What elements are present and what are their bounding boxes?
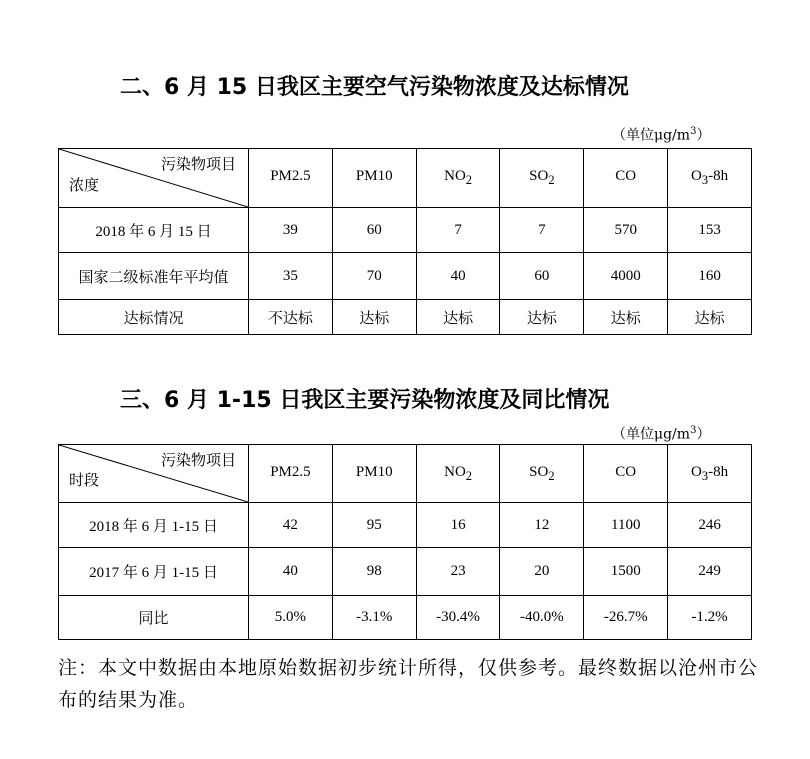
- table-cell: 39: [249, 208, 333, 253]
- column-header: $O_3-8h$: [668, 445, 752, 503]
- corner-header-cell: [59, 149, 249, 208]
- corner-concentration-label: 浓度: [69, 178, 100, 194]
- table-cell: 95: [332, 503, 416, 548]
- unit-label: （单位$\mu g/m^3$）: [612, 425, 711, 443]
- column-header: PM2.5: [249, 445, 333, 503]
- column-header: $NO_2$: [416, 445, 500, 503]
- table-row: [59, 503, 752, 548]
- table-cell: 1500: [584, 548, 668, 596]
- row-label: 2018 年 6 月 1-15 日: [59, 503, 249, 548]
- table-row: [59, 596, 752, 640]
- table-cell: 60: [332, 208, 416, 253]
- table-cell: 7: [500, 208, 584, 253]
- table-cell: 12: [500, 503, 584, 548]
- section-title-daily: 二、6 月 15 日我区主要空气污染物浓度及达标情况: [120, 75, 629, 100]
- table-cell: -40.0%: [500, 596, 584, 640]
- table-cell: 40: [416, 253, 500, 300]
- table-cell: 35: [249, 253, 333, 300]
- column-header: PM2.5: [249, 149, 333, 208]
- table-cell: 23: [416, 548, 500, 596]
- table-header-row: [59, 445, 752, 503]
- table-cell: 达标: [416, 300, 500, 335]
- row-label: 国家二级标准年平均值: [59, 253, 249, 300]
- table-cell: 20: [500, 548, 584, 596]
- table-cell: 7: [416, 208, 500, 253]
- table-cell: 249: [668, 548, 752, 596]
- table-cell: 153: [668, 208, 752, 253]
- table-cell: 1100: [584, 503, 668, 548]
- unit-label: （单位$\mu g/m^3$）: [612, 126, 711, 144]
- table-row: [59, 253, 752, 300]
- corner-header-cell: [59, 445, 249, 503]
- column-header: CO: [584, 445, 668, 503]
- section-title-period: 三、6 月 1-15 日我区主要污染物浓度及同比情况: [120, 388, 610, 413]
- table-cell: 达标: [668, 300, 752, 335]
- corner-pollutant-label: 污染物项目: [160, 157, 236, 173]
- table-cell: 570: [584, 208, 668, 253]
- table-cell: 60: [500, 253, 584, 300]
- table-row: [59, 208, 752, 253]
- table-cell: 40: [249, 548, 333, 596]
- column-header: $SO_2$: [500, 445, 584, 503]
- table-cell: 246: [668, 503, 752, 548]
- row-label: 达标情况: [59, 300, 249, 335]
- column-header: PM10: [332, 445, 416, 503]
- table-cell: 70: [332, 253, 416, 300]
- table-row: [59, 548, 752, 596]
- table-cell: -26.7%: [584, 596, 668, 640]
- table-cell: -1.2%: [668, 596, 752, 640]
- row-label: 同比: [59, 596, 249, 640]
- table-cell: 160: [668, 253, 752, 300]
- table-cell: 42: [249, 503, 333, 548]
- table-cell: 98: [332, 548, 416, 596]
- table-cell: 达标: [500, 300, 584, 335]
- table-cell: 5.0%: [249, 596, 333, 640]
- column-header: PM10: [332, 149, 416, 208]
- corner-pollutant-label: 污染物项目: [160, 453, 236, 469]
- table-cell: 达标: [584, 300, 668, 335]
- table-cell: -30.4%: [416, 596, 500, 640]
- table-cell: 16: [416, 503, 500, 548]
- table-cell: 达标: [332, 300, 416, 335]
- table-cell: 4000: [584, 253, 668, 300]
- row-label: 2018 年 6 月 15 日: [59, 208, 249, 253]
- column-header: $SO_2$: [500, 149, 584, 208]
- table-header-row: [59, 149, 752, 208]
- table-cell: -3.1%: [332, 596, 416, 640]
- period-comparison-table: [58, 444, 752, 640]
- column-header: $O_3-8h$: [668, 149, 752, 208]
- column-header: CO: [584, 149, 668, 208]
- footnote: 注：本文中数据由本地原始数据初步统计所得，仅供参考。最终数据以沧州市公布的结果为准。: [58, 657, 759, 711]
- table-row: [59, 300, 752, 335]
- row-label: 2017 年 6 月 1-15 日: [59, 548, 249, 596]
- corner-period-label: 时段: [69, 473, 100, 489]
- table-cell: 不达标: [249, 300, 333, 335]
- column-header: $NO_2$: [416, 149, 500, 208]
- daily-concentration-table: [58, 148, 752, 335]
